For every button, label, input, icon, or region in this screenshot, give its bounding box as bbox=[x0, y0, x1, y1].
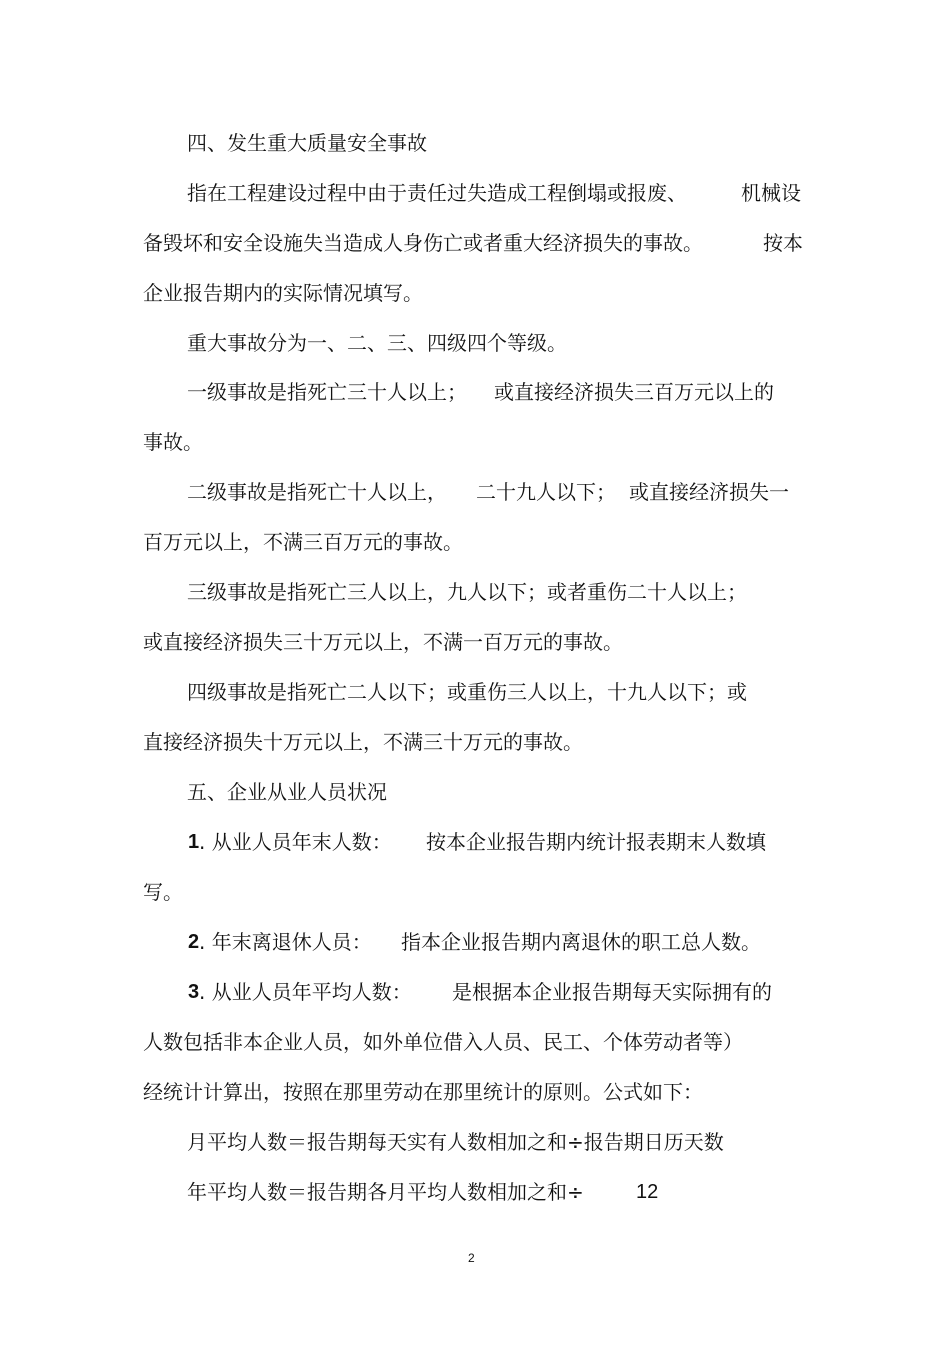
paragraph-line: 按本 bbox=[763, 231, 803, 255]
paragraph-line: 是根据本企业报告期每天实际拥有的 bbox=[452, 980, 772, 1004]
paragraph-line: 二十九人以下； bbox=[476, 480, 616, 504]
paragraph-line: 指在工程建设过程中由于责任过失造成工程倒塌或报废、 bbox=[187, 181, 687, 205]
paragraph-line: 或直接经济损失一 bbox=[629, 480, 789, 504]
paragraph-line: 指本企业报告期内离退休的职工总人数。 bbox=[401, 930, 761, 954]
paragraph-line: 按本企业报告期内统计报表期末人数填 bbox=[426, 830, 766, 854]
section-heading-4: 四、发生重大质量安全事故 bbox=[187, 131, 427, 155]
paragraph-line: 一级事故是指死亡三十人以上； bbox=[187, 380, 467, 404]
section-heading-5: 五、企业从业人员状况 bbox=[187, 780, 387, 804]
item-number: 2 bbox=[188, 931, 200, 953]
paragraph-line: 事故。 bbox=[143, 430, 203, 454]
item-label: . 年末离退休人员： bbox=[199, 930, 372, 954]
page-number: 2 bbox=[468, 1251, 475, 1265]
paragraph-line: 或直接经济损失三百万元以上的 bbox=[494, 380, 774, 404]
paragraph-line: 人数包括非本企业人员，如外单位借入人员、民工、个体劳动者等） bbox=[143, 1030, 743, 1054]
formula-line: 年平均人数＝报告期各月平均人数相加之和÷ bbox=[187, 1180, 584, 1204]
item-number: 3 bbox=[188, 981, 200, 1003]
paragraph-line: 直接经济损失十万元以上，不满三十万元的事故。 bbox=[143, 730, 583, 754]
paragraph-line: 二级事故是指死亡十人以上， bbox=[187, 480, 447, 504]
paragraph-line: 备毁坏和安全设施失当造成人身伤亡或者重大经济损失的事故。 bbox=[143, 231, 703, 255]
paragraph-line: 四级事故是指死亡二人以下；或重伤三人以上，十九人以下；或 bbox=[187, 680, 747, 704]
item-label: . 从业人员年末人数： bbox=[199, 830, 392, 854]
paragraph-line: 机械设 bbox=[741, 181, 801, 205]
formula-line: 月平均人数＝报告期每天实有人数相加之和÷报告期日历天数 bbox=[187, 1130, 724, 1154]
formula-value: 12 bbox=[636, 1181, 659, 1203]
item-number: 1 bbox=[188, 831, 200, 853]
paragraph-line: 写。 bbox=[143, 880, 183, 904]
paragraph-line: 百万元以上，不满三百万元的事故。 bbox=[143, 530, 463, 554]
paragraph-line: 三级事故是指死亡三人以上，九人以下；或者重伤二十人以上； bbox=[187, 580, 747, 604]
paragraph-line: 重大事故分为一、二、三、四级四个等级。 bbox=[187, 331, 567, 355]
item-label: . 从业人员年平均人数： bbox=[199, 980, 412, 1004]
paragraph-line: 或直接经济损失三十万元以上，不满一百万元的事故。 bbox=[143, 630, 623, 654]
paragraph-line: 经统计计算出，按照在那里劳动在那里统计的原则。公式如下： bbox=[143, 1080, 703, 1104]
paragraph-line: 企业报告期内的实际情况填写。 bbox=[143, 281, 423, 305]
